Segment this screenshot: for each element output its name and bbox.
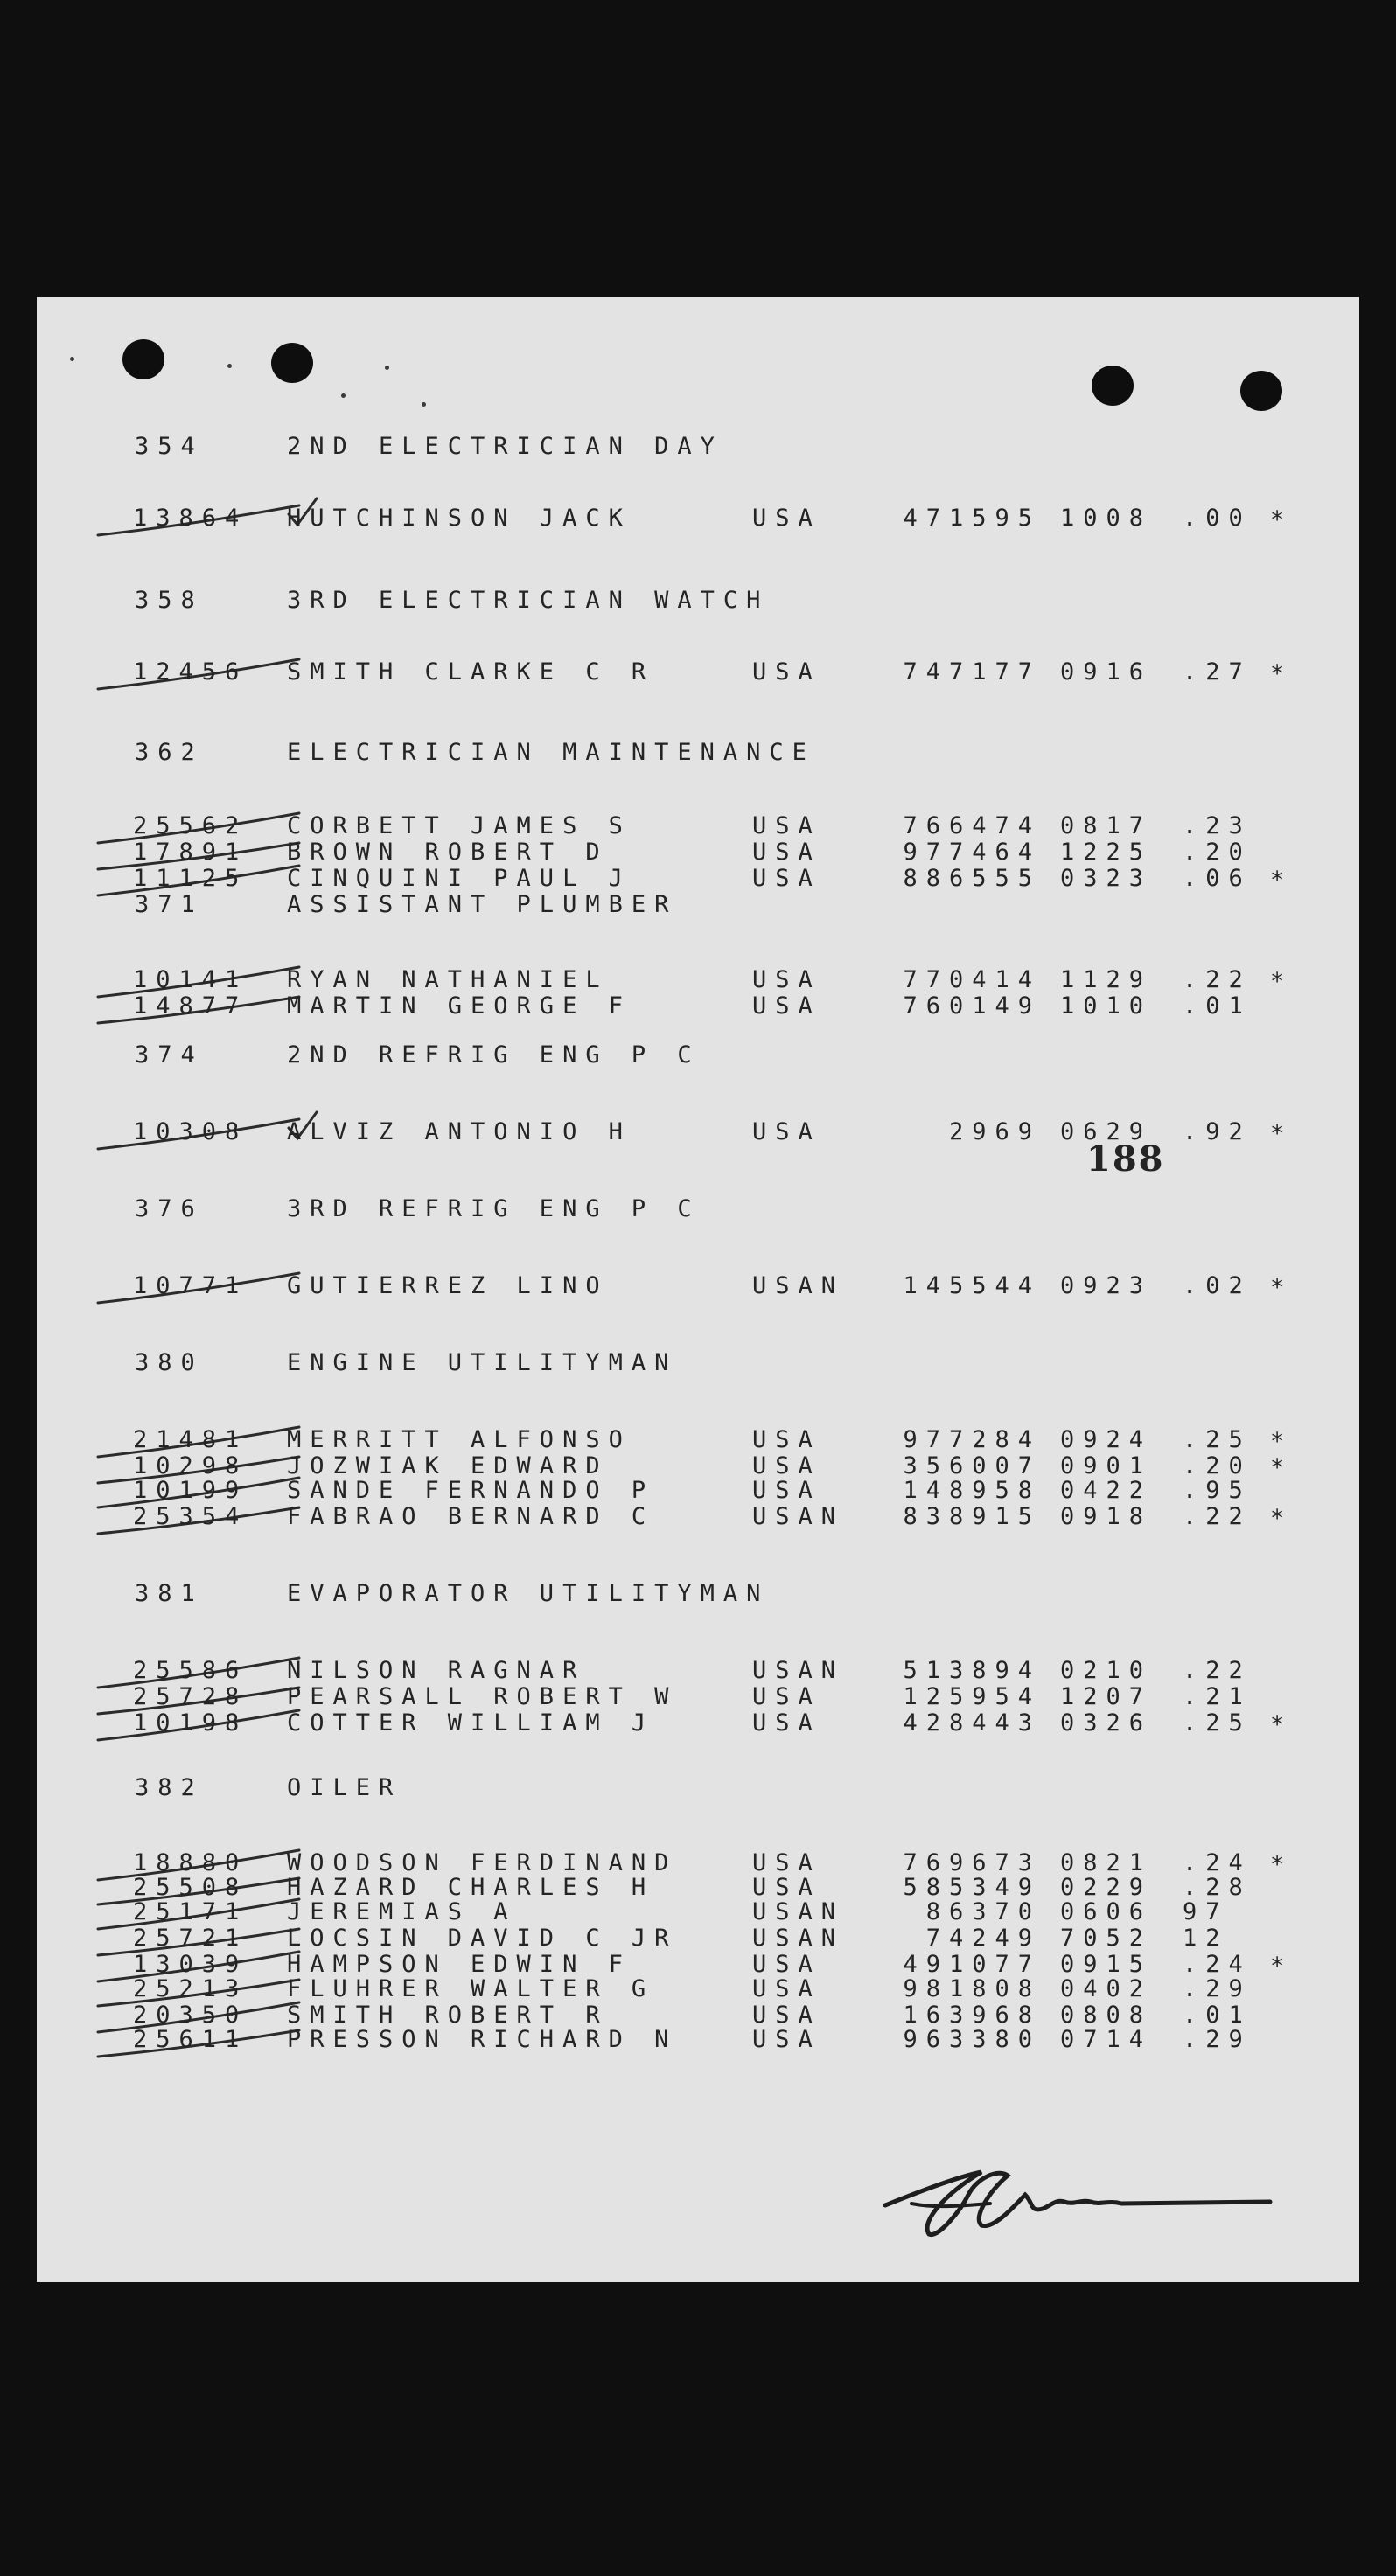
crew-date: 1129 [1060, 966, 1153, 993]
crew-id: 25586 [133, 1657, 248, 1684]
star-mark: * [1270, 1120, 1294, 1147]
crew-nationality: USA [752, 865, 821, 892]
crew-nationality: USAN [752, 1898, 845, 1925]
crew-nationality: USAN [752, 1503, 845, 1530]
crew-nationality: USA [752, 812, 821, 839]
crew-amount: .06 [1183, 865, 1252, 892]
crew-nationality: USA [752, 1118, 821, 1145]
crew-nationality: USA [752, 966, 821, 993]
crew-amount: .23 [1183, 812, 1252, 839]
crew-name: PRESSON RICHARD N [287, 2026, 678, 2053]
section-code: 380 [135, 1349, 204, 1376]
crew-nationality: USA [752, 2026, 821, 2053]
star-mark: * [1270, 1274, 1294, 1301]
crew-id: 12456 [133, 658, 248, 686]
crew-amount: .22 [1183, 1503, 1252, 1530]
crew-number: 356007 [903, 1452, 1041, 1479]
section-title: ENGINE UTILITYMAN [287, 1349, 678, 1376]
crew-date: 0422 [1060, 1477, 1153, 1504]
crew-date: 0326 [1060, 1709, 1153, 1737]
crew-name: SMITH CLARKE C R [287, 658, 655, 686]
crew-id: 25721 [133, 1925, 248, 1952]
crew-amount: .20 [1183, 1452, 1252, 1479]
crew-amount: .00 [1183, 505, 1252, 532]
star-mark: * [1270, 1851, 1294, 1878]
section-code: 358 [135, 587, 204, 614]
crew-number: 428443 [903, 1709, 1041, 1737]
crew-id: 25508 [133, 1874, 248, 1901]
crew-number: 163968 [903, 2002, 1041, 2029]
crew-id: 11125 [133, 865, 248, 892]
crew-amount: .29 [1183, 1975, 1252, 2002]
crew-amount: .02 [1183, 1272, 1252, 1299]
crew-nationality: USA [752, 839, 821, 866]
star-mark: * [1270, 1428, 1294, 1455]
crew-date: 0606 [1060, 1898, 1153, 1925]
star-mark: * [1270, 660, 1294, 687]
crew-number: 766474 [903, 812, 1041, 839]
crew-name: FABRAO BERNARD C [287, 1503, 655, 1530]
crew-name: SANDE FERNANDO P [287, 1477, 655, 1504]
crew-amount: .24 [1183, 1849, 1252, 1876]
section-title: 3RD ELECTRICIAN WATCH [287, 587, 770, 614]
star-mark: * [1270, 1505, 1294, 1532]
crew-number: 491077 [903, 1951, 1041, 1978]
crew-nationality: USA [752, 1709, 821, 1737]
crew-id: 10198 [133, 1709, 248, 1737]
crew-name: LOCSIN DAVID C JR [287, 1925, 678, 1952]
crew-id: 10308 [133, 1118, 248, 1145]
crew-number: 981808 [903, 1975, 1041, 2002]
crew-id: 10771 [133, 1272, 248, 1299]
crew-name: SMITH ROBERT R [287, 2002, 609, 2029]
crew-number: 471595 [903, 505, 1041, 532]
crew-name: GUTIERREZ LINO [287, 1272, 609, 1299]
crew-date: 0924 [1060, 1426, 1153, 1453]
crew-amount: .27 [1183, 658, 1252, 686]
crew-date: 0918 [1060, 1503, 1153, 1530]
crew-nationality: USA [752, 658, 821, 686]
crew-nationality: USA [752, 1477, 821, 1504]
crew-amount: .95 [1183, 1477, 1252, 1504]
crew-amount: 97 [1183, 1898, 1229, 1925]
crew-nationality: USA [752, 2002, 821, 2029]
crew-id: 25562 [133, 812, 248, 839]
crew-date: 1010 [1060, 992, 1153, 1020]
crew-name: HAZARD CHARLES H [287, 1874, 655, 1901]
crew-id: 25611 [133, 2026, 248, 2053]
crew-date: 0923 [1060, 1272, 1153, 1299]
section-code: 374 [135, 1041, 204, 1069]
section-title: ELECTRICIAN MAINTENANCE [287, 739, 815, 766]
crew-id: 14877 [133, 992, 248, 1020]
section-code: 371 [135, 891, 204, 918]
section-title: ASSISTANT PLUMBER [287, 891, 678, 918]
crew-date: 7052 [1060, 1925, 1153, 1952]
crew-name: CORBETT JAMES S [287, 812, 632, 839]
section-title: EVAPORATOR UTILITYMAN [287, 1580, 770, 1607]
section-code: 354 [135, 433, 204, 460]
star-mark: * [1270, 968, 1294, 995]
crew-amount: .25 [1183, 1426, 1252, 1453]
crew-date: 0323 [1060, 865, 1153, 892]
crew-name: JOZWIAK EDWARD [287, 1452, 609, 1479]
crew-name: RYAN NATHANIEL [287, 966, 609, 993]
document-sheet [37, 297, 1359, 2282]
crew-date: 1225 [1060, 839, 1153, 866]
crew-name: COTTER WILLIAM J [287, 1709, 655, 1737]
crew-nationality: USA [752, 1951, 821, 1978]
crew-id: 20350 [133, 2002, 248, 2029]
crew-amount: .24 [1183, 1951, 1252, 1978]
crew-id: 25171 [133, 1898, 248, 1925]
crew-number: 513894 [903, 1657, 1041, 1684]
crew-number: 886555 [903, 865, 1041, 892]
crew-amount: 12 [1183, 1925, 1229, 1952]
crew-amount: .28 [1183, 1874, 1252, 1901]
crew-amount: .25 [1183, 1709, 1252, 1737]
crew-nationality: USAN [752, 1272, 845, 1299]
crew-date: 0817 [1060, 812, 1153, 839]
crew-date: 0229 [1060, 1874, 1153, 1901]
crew-number: 977284 [903, 1426, 1041, 1453]
crew-number: 585349 [903, 1874, 1041, 1901]
section-code: 381 [135, 1580, 204, 1607]
star-mark: * [1270, 867, 1294, 894]
crew-nationality: USA [752, 1683, 821, 1710]
crew-nationality: USAN [752, 1657, 845, 1684]
crew-amount: .22 [1183, 1657, 1252, 1684]
crew-amount: .92 [1183, 1118, 1252, 1145]
crew-id: 21481 [133, 1426, 248, 1453]
crew-date: 0402 [1060, 1975, 1153, 2002]
crew-number: 747177 [903, 658, 1041, 686]
crew-date: 0808 [1060, 2002, 1153, 2029]
crew-amount: .01 [1183, 992, 1252, 1020]
crew-amount: .29 [1183, 2026, 1252, 2053]
crew-name: HAMPSON EDWIN F [287, 1951, 632, 1978]
crew-name: BROWN ROBERT D [287, 839, 609, 866]
signature [876, 2151, 1279, 2247]
crew-name: JEREMIAS A [287, 1898, 517, 1925]
crew-nationality: USA [752, 1874, 821, 1901]
crew-number: 86370 [925, 1898, 1041, 1925]
section-title: OILER [287, 1774, 402, 1801]
crew-name: HUTCHINSON JACK [287, 505, 632, 532]
crew-number: 2969 [948, 1118, 1041, 1145]
crew-amount: .21 [1183, 1683, 1252, 1710]
crew-number: 977464 [903, 839, 1041, 866]
crew-id: 25354 [133, 1503, 248, 1530]
section-code: 382 [135, 1774, 204, 1801]
crew-name: MERRITT ALFONSO [287, 1426, 632, 1453]
crew-number: 770414 [903, 966, 1041, 993]
crew-id: 10141 [133, 966, 248, 993]
crew-date: 1207 [1060, 1683, 1153, 1710]
crew-amount: .20 [1183, 839, 1252, 866]
crew-nationality: USA [752, 992, 821, 1020]
crew-amount: .01 [1183, 2002, 1252, 2029]
crew-nationality: USA [752, 505, 821, 532]
section-title: 2ND REFRIG ENG P C [287, 1041, 701, 1069]
section-title: 3RD REFRIG ENG P C [287, 1195, 701, 1222]
crew-nationality: USAN [752, 1925, 845, 1952]
star-mark: * [1270, 506, 1294, 533]
crew-number: 145544 [903, 1272, 1041, 1299]
crew-date: 0714 [1060, 2026, 1153, 2053]
crew-name: FLUHRER WALTER G [287, 1975, 655, 2002]
crew-id: 10298 [133, 1452, 248, 1479]
crew-nationality: USA [752, 1849, 821, 1876]
crew-number: 838915 [903, 1503, 1041, 1530]
section-code: 362 [135, 739, 204, 766]
crew-id: 13039 [133, 1951, 248, 1978]
crew-date: 0629 [1060, 1118, 1153, 1145]
section-title: 2ND ELECTRICIAN DAY [287, 433, 723, 460]
crew-date: 0210 [1060, 1657, 1153, 1684]
crew-id: 13864 [133, 505, 248, 532]
crew-number: 769673 [903, 1849, 1041, 1876]
crew-id: 17891 [133, 839, 248, 866]
crew-nationality: USA [752, 1975, 821, 2002]
page-number: 188 [1086, 1138, 1165, 1180]
crew-name: ALVIZ ANTONIO H [287, 1118, 632, 1145]
crew-name: NILSON RAGNAR [287, 1657, 586, 1684]
crew-name: WOODSON FERDINAND [287, 1849, 678, 1876]
section-code: 376 [135, 1195, 204, 1222]
crew-date: 0916 [1060, 658, 1153, 686]
crew-name: CINQUINI PAUL J [287, 865, 632, 892]
crew-date: 1008 [1060, 505, 1153, 532]
crew-nationality: USA [752, 1426, 821, 1453]
crew-name: MARTIN GEORGE F [287, 992, 632, 1020]
crew-number: 148958 [903, 1477, 1041, 1504]
crew-id: 25213 [133, 1975, 248, 2002]
crew-date: 0901 [1060, 1452, 1153, 1479]
crew-number: 760149 [903, 992, 1041, 1020]
crew-date: 0915 [1060, 1951, 1153, 1978]
crew-id: 25728 [133, 1683, 248, 1710]
crew-id: 18880 [133, 1849, 248, 1876]
crew-amount: .22 [1183, 966, 1252, 993]
crew-date: 0821 [1060, 1849, 1153, 1876]
crew-number: 74249 [925, 1925, 1041, 1952]
star-mark: * [1270, 1711, 1294, 1738]
crew-number: 125954 [903, 1683, 1041, 1710]
star-mark: * [1270, 1953, 1294, 1980]
star-mark: * [1270, 1454, 1294, 1481]
crew-name: PEARSALL ROBERT W [287, 1683, 678, 1710]
crew-id: 10199 [133, 1477, 248, 1504]
crew-number: 963380 [903, 2026, 1041, 2053]
crew-nationality: USA [752, 1452, 821, 1479]
